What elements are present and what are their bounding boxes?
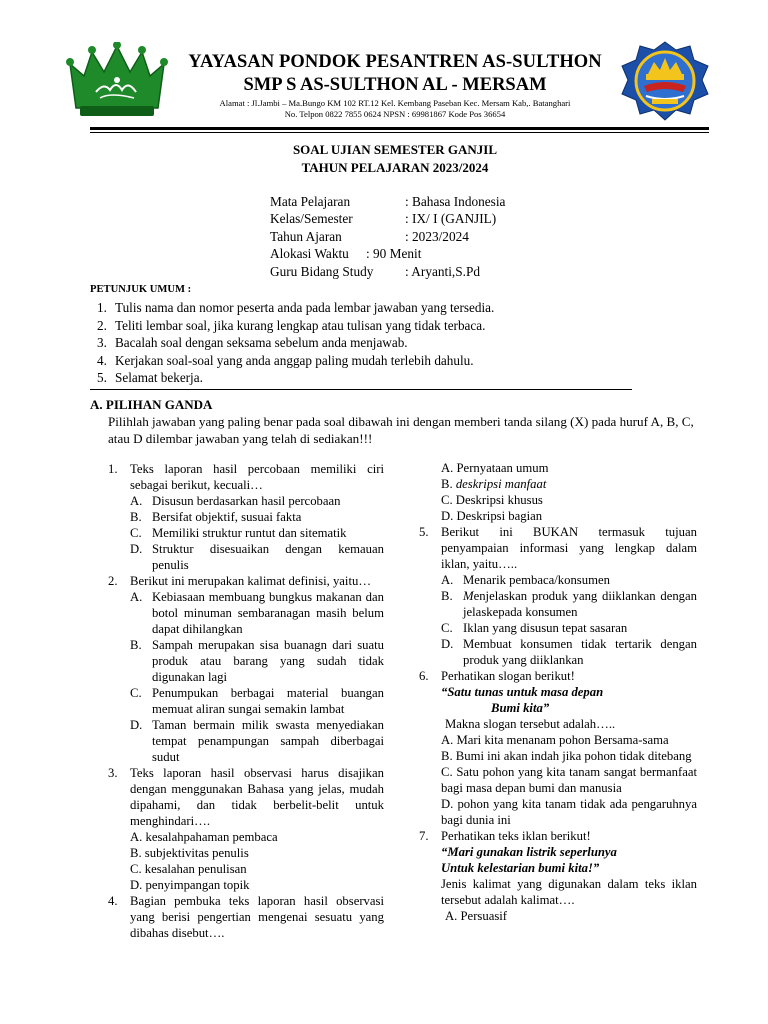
- question-text: Bagian pembuka teks laporan hasil observasi yang berisi pengertian mengenai sesuatu yang dibahas disebut….: [130, 894, 384, 940]
- header-divider-thin: [90, 132, 709, 133]
- organization-name: YAYASAN PONDOK PESANTREN AS-SULTHON: [188, 52, 602, 72]
- slogan-quote: “Satu tunas untuk masa depan: [441, 685, 604, 699]
- info-value: : 2023/2024: [405, 228, 469, 244]
- question-2-options: [130, 589, 384, 765]
- exam-title-line1: SOAL UJIAN SEMESTER GANJIL: [292, 142, 498, 157]
- option-d: D. pohon yang kita tanam tidak ada pengaruhnya bagi dunia ini: [441, 797, 697, 827]
- option-a: A. Persuasif: [445, 909, 508, 923]
- instructions-heading: PETUNJUK UMUM :: [90, 284, 192, 295]
- section-intro: Pilihlah jawaban yang paling benar pada soal dibawah ini dengan memberi tanda silang (X) pada huruf A, B, C, atau D dilembar jawaban yang telah di sediakan!!!: [108, 414, 694, 446]
- option-b: B. Menjelaskan produk yang diiklankan dengan jelaskepada konsumen: [441, 589, 697, 619]
- question-2: [108, 573, 384, 589]
- option-d: D. Deskripsi bagian: [441, 509, 543, 523]
- option-d: D. Taman bermain milik swasta menyediakan tempat penampungan sampah diberbagai sudut: [130, 718, 384, 764]
- ad-quote: Untuk kelestarian bumi kita!”: [441, 861, 600, 875]
- question-1: [108, 461, 384, 493]
- question-text: Perhatikan slogan berikut!: [441, 669, 575, 683]
- option-b: B. Bumi ini akan indah jika pohon tidak ditebang: [441, 749, 692, 763]
- question-text: Teks laporan hasil observasi harus disajikan dengan menggunakan Bahasa yang jelas, mudah dipahami, dan tidak berbelit-belit untuk menghindari….: [130, 766, 384, 828]
- emblem-logo-icon: [620, 40, 710, 122]
- option-a: A. Kebiasaan membuang bungkus makanan dan botol minuman sembaranagan masih belum dapat dihilangkan: [130, 590, 384, 636]
- option-b: B. deskripsi manfaat: [441, 477, 547, 491]
- option-c: C. kesalahan penulisan: [130, 862, 247, 876]
- instruction-item: 3. Bacalah soal dengan seksama sebelum anda menjawab.: [97, 335, 408, 351]
- instruction-item: 5. Selamat bekerja.: [97, 370, 203, 386]
- question-4: [108, 893, 384, 941]
- question-text: Berikut ini merupakan kalimat definisi, yaitu…: [130, 574, 372, 588]
- exam-title-line2: TAHUN PELAJARAN 2023/2024: [301, 160, 489, 175]
- question-5: [419, 524, 697, 572]
- questions-right-column: [419, 460, 697, 924]
- question-number: 7.: [419, 829, 429, 843]
- info-value: : 90 Menit: [366, 246, 422, 262]
- question-number: 4.: [108, 894, 118, 908]
- ad-quote: “Mari gunakan listrik seperlunya: [441, 845, 617, 859]
- option-a: A. Mari kita menanam pohon Bersama-sama: [441, 733, 669, 747]
- questions-left-column: [108, 461, 384, 941]
- question-number: 5.: [419, 525, 429, 539]
- instruction-item: 2. Teliti lembar soal, jika kurang lengkap atau tulisan yang tidak terbaca.: [97, 317, 486, 333]
- section-heading: A. PILIHAN GANDA: [90, 397, 213, 412]
- option-b: B. Sampah merupakan sisa buanagn dari suatu produk atau barang yang sudah tidak digunakan lagi: [130, 638, 384, 684]
- question-text: Perhatikan teks iklan berikut!: [441, 829, 591, 843]
- question-prompt: Makna slogan tersebut adalah…..: [445, 717, 616, 731]
- instructions-list: [97, 299, 494, 387]
- info-value: : Bahasa Indonesia: [405, 194, 506, 209]
- school-address: [150, 98, 640, 120]
- info-label: Kelas/Semester: [270, 211, 353, 227]
- question-prompt: Jenis kalimat yang digunakan dalam teks iklan tersebut adalah kalimat….: [441, 877, 697, 907]
- option-a: A. Disusun berdasarkan hasil percobaan: [130, 494, 341, 508]
- question-number: 3.: [108, 766, 118, 780]
- option-c: C. Iklan yang disusun tepat sasaran: [441, 621, 628, 635]
- question-text: Berikut ini BUKAN termasuk tujuan penyampaian informasi yang lengkap dalam iklan, yaitu…..: [441, 525, 697, 571]
- info-label: Guru Bidang Study: [270, 263, 374, 279]
- question-7-body: [441, 844, 697, 924]
- option-c: C. Satu pohon yang kita tanam sangat bermanfaat bagi masa depan bumi dan manusia: [441, 765, 697, 795]
- question-6: [419, 668, 697, 684]
- contact-line: No. Telpon 0822 7855 0624 NPSN : 69981867 Kode Pos 36654: [284, 109, 506, 119]
- address-line: Alamat : Jl.Jambi – Ma.Bungo KM 102 RT.12 Kel. Kembang Paseban Kec. Mersam Kab,. Batanghari: [219, 98, 571, 108]
- option-d: D. Membuat konsumen tidak tertarik dengan produk yang diiklankan: [441, 637, 697, 667]
- question-5-options: [441, 572, 697, 668]
- instruction-item: 4. Kerjakan soal-soal yang anda anggap paling mudah terlebih dahulu.: [97, 352, 474, 368]
- question-6-body: [441, 684, 697, 828]
- question-number: 2.: [108, 574, 118, 588]
- exam-title: [150, 141, 640, 177]
- section-divider: [90, 389, 632, 390]
- question-7: [419, 828, 697, 844]
- info-label: Tahun Ajaran: [270, 228, 342, 244]
- question-1-options: [130, 493, 384, 573]
- question-3: [108, 765, 384, 829]
- option-b: B. subjektivitas penulis: [130, 846, 249, 860]
- question-number: 6.: [419, 669, 429, 683]
- option-d: D. Struktur disesuaikan dengan kemauan penulis: [130, 542, 384, 572]
- option-d: D. penyimpangan topik: [130, 878, 250, 892]
- option-c: C. Penumpukan berbagai material buangan memuat aliran sungai semakin lambat: [130, 686, 384, 716]
- option-a: A. Menarik pembaca/konsumen: [441, 573, 610, 587]
- option-c: C. Memiliki struktur runtut dan sitematik: [130, 526, 347, 540]
- option-a: A. Pernyataan umum: [441, 461, 549, 475]
- question-3-options: [130, 829, 384, 893]
- info-value: : IX/ I (GANJIL): [405, 211, 497, 227]
- question-4-options: [441, 460, 697, 524]
- info-value: : Aryanti,S.Pd: [405, 263, 480, 279]
- slogan-quote: Bumi kita”: [491, 701, 550, 715]
- info-label: Alokasi Waktu: [270, 246, 349, 262]
- header-divider-thick: [90, 127, 709, 130]
- option-a: A. kesalahpahaman pembaca: [130, 830, 278, 844]
- info-label: Mata Pelajaran: [270, 194, 351, 209]
- school-name: SMP S AS-SULTHON AL - MERSAM: [243, 75, 547, 95]
- instruction-item: 1. Tulis nama dan nomor peserta anda pada lembar jawaban yang tersedia.: [97, 300, 495, 315]
- option-b: B. Bersifat objektif, susuai fakta: [130, 510, 302, 524]
- option-c: C. Deskripsi khusus: [441, 493, 543, 507]
- question-text: Teks laporan hasil percobaan memiliki ciri sebagai berikut, kecuali…: [130, 462, 384, 492]
- question-number: 1.: [108, 462, 118, 476]
